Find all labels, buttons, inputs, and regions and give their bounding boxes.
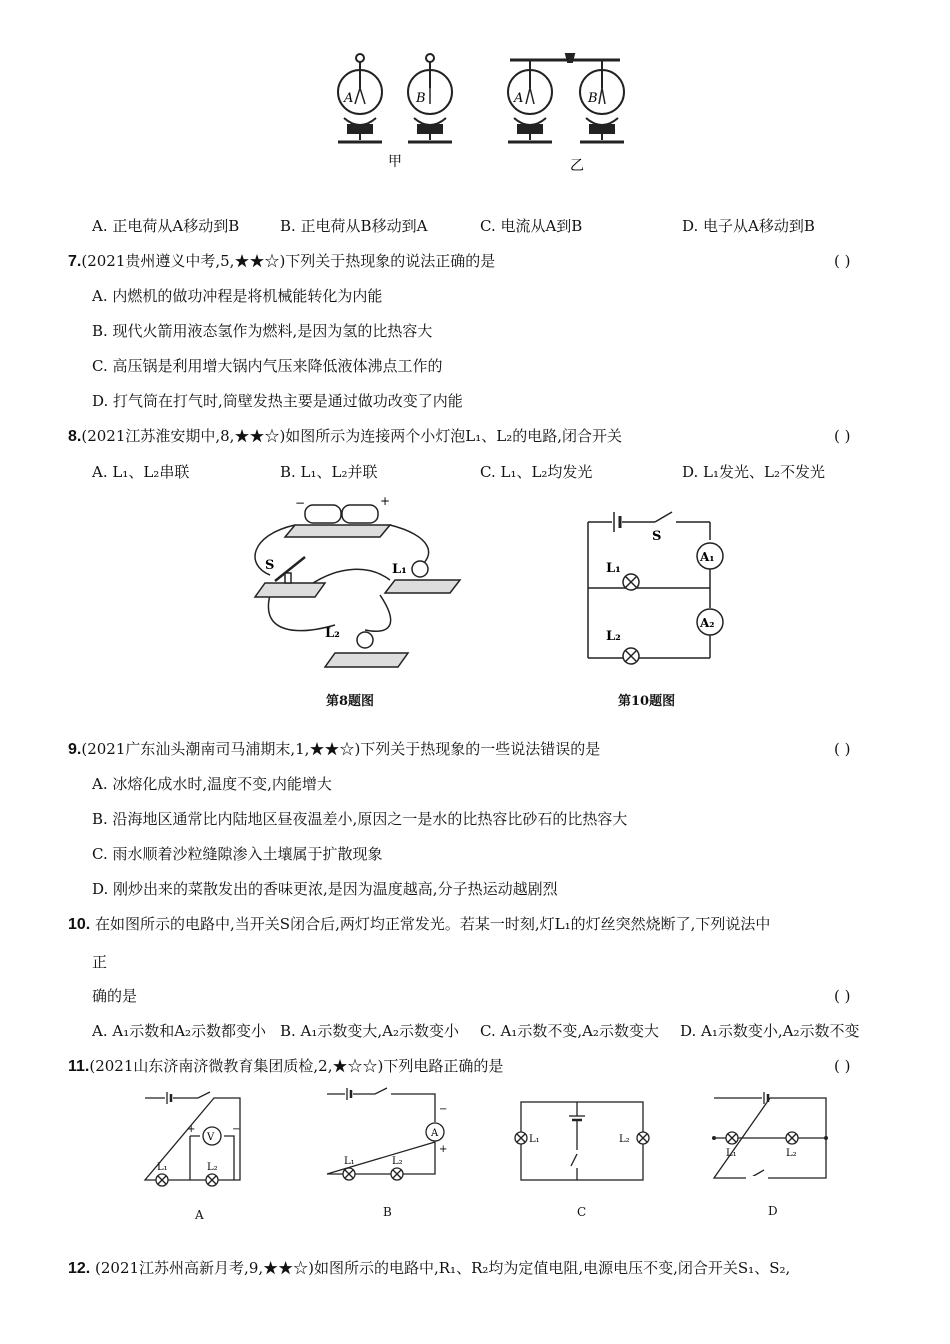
q10-fig-l2: L₂ (606, 629, 621, 644)
q10-answer-bracket[interactable]: ( ) (834, 987, 851, 1005)
q10-fig-a1: A₁ (700, 550, 715, 564)
q10-stem-line3: 确的是 (92, 987, 138, 1005)
q8-fig-minus: − (295, 496, 306, 510)
q10-stem (68, 914, 770, 935)
q9-number: 9. (68, 741, 82, 758)
q11-number: 11. (68, 1058, 90, 1075)
q11b-plus: + (439, 1144, 448, 1155)
q11b-minus: − (439, 1104, 448, 1115)
q8-option-b[interactable]: B. L₁、L₂并联 (280, 463, 378, 481)
q12-number: 12. (68, 1260, 91, 1277)
q11-circuit-d[interactable] (710, 1092, 840, 1184)
q8-option-d[interactable]: D. L₁发光、L₂不发光 (682, 463, 825, 481)
q8-option-a[interactable]: A. L₁、L₂串联 (92, 463, 190, 481)
label-b: B (416, 91, 426, 106)
q7-option-b[interactable]: B. 现代火箭用液态氢作为燃料,是因为氢的比热容大 (92, 322, 433, 340)
label-yi: 乙 (570, 158, 584, 174)
q9-option-c[interactable]: C. 雨水顺着沙粒缝隙渗入土壤属于扩散现象 (92, 845, 383, 863)
q8-number: 8. (68, 428, 82, 445)
q8-fig-s: S (265, 558, 275, 573)
q6-option-b[interactable]: B. 正电荷从B移动到A (280, 217, 428, 235)
q11-text: (2021山东济南济微教育集团质检,2,★☆☆)下列电路正确的是 (89, 1057, 504, 1075)
q12-text: (2021江苏州高新月考,9,★★☆)如图所示的电路中,R₁、R₂均为定值电阻,电源电压不变,闭合开关S₁、S₂, (95, 1259, 791, 1277)
q11c-l2: L₂ (619, 1134, 630, 1145)
label-jia: 甲 (388, 154, 402, 170)
q9-stem (68, 739, 600, 760)
q8-figure-caption: 第8题图 (326, 694, 375, 709)
q7-option-d[interactable]: D. 打气筒在打气时,筒壁发热主要是通过做功改变了内能 (92, 392, 463, 410)
q11-letter-c[interactable]: C (577, 1205, 587, 1219)
q10-option-b[interactable]: B. A₁示数变大,A₂示数变小 (280, 1022, 460, 1040)
q10-option-a[interactable]: A. A₁示数和A₂示数都变小 (92, 1022, 267, 1040)
q11d-l1: L₁ (726, 1148, 737, 1159)
q11-circuit-a[interactable] (140, 1090, 260, 1190)
q10-figure-caption: 第10题图 (618, 694, 676, 709)
q11-answer-bracket[interactable]: ( ) (834, 1057, 851, 1075)
q6-option-a[interactable]: A. 正电荷从A移动到B (92, 217, 240, 235)
q11-stem (68, 1056, 503, 1077)
q7-option-c[interactable]: C. 高压锅是利用增大锅内气压来降低液体沸点工作的 (92, 357, 443, 375)
q7-number: 7. (68, 253, 82, 270)
q11c-l1: L₁ (529, 1134, 540, 1145)
q10-fig-s: S (652, 529, 662, 544)
q9-option-d[interactable]: D. 刚炒出来的菜散发出的香味更浓,是因为温度越高,分子热运动越剧烈 (92, 880, 558, 898)
q11-circuit-b[interactable] (325, 1090, 455, 1190)
q11a-minus: − (232, 1124, 241, 1135)
q8-fig-l2: L₂ (325, 626, 340, 641)
q10-text: 在如图所示的电路中,当开关S闭合后,两灯均正常发光。若某一时刻,灯L₁的灯丝突然烧断了,下列说法中 (95, 915, 771, 933)
q11a-l1: L₁ (157, 1162, 168, 1173)
q11-letter-a[interactable]: A (195, 1208, 204, 1222)
q11b-l1: L₁ (344, 1156, 355, 1167)
q11-circuit-c[interactable] (515, 1098, 655, 1188)
q11a-plus: + (187, 1124, 196, 1135)
q8-text: (2021江苏淮安期中,8,★★☆)如图所示为连接两个小灯泡L₁、L₂的电路,闭合开关 (81, 427, 623, 445)
q7-stem (68, 251, 495, 272)
label-b2: B (588, 91, 598, 106)
q6-option-c[interactable]: C. 电流从A到B (480, 217, 583, 235)
q9-option-b[interactable]: B. 沿海地区通常比内陆地区昼夜温差小,原因之一是水的比热容比砂石的比热容大 (92, 810, 628, 828)
q10-circuit-figure (580, 500, 730, 670)
q11a-l2: L₂ (207, 1162, 218, 1173)
q9-option-a[interactable]: A. 冰熔化成水时,温度不变,内能增大 (92, 775, 332, 793)
q8-answer-bracket[interactable]: ( ) (834, 427, 851, 445)
q10-fig-a2: A₂ (700, 616, 715, 630)
q7-answer-bracket[interactable]: ( ) (834, 252, 851, 270)
q11-letter-b[interactable]: B (383, 1205, 392, 1219)
q10-number: 10. (68, 916, 91, 933)
q8-fig-plus: + (380, 494, 391, 508)
q9-text: (2021广东汕头潮南司马浦期末,1,★★☆)下列关于热现象的一些说法错误的是 (81, 740, 601, 758)
label-a: A (344, 91, 354, 106)
q12-stem (68, 1258, 790, 1279)
label-a2: A (514, 91, 524, 106)
q9-answer-bracket[interactable]: ( ) (834, 740, 851, 758)
q10-stem-line2: 正 (92, 953, 108, 971)
q11b-a: A (431, 1128, 439, 1139)
q8-option-c[interactable]: C. L₁、L₂均发光 (480, 463, 593, 481)
electroscope-figure (330, 40, 650, 180)
q11d-l2: L₂ (786, 1148, 797, 1159)
q11-letter-d[interactable]: D (768, 1204, 778, 1218)
q10-option-d[interactable]: D. A₁示数变小,A₂示数不变 (680, 1022, 860, 1040)
q8-stem (68, 426, 622, 447)
q8-fig-l1: L₁ (392, 562, 407, 577)
q8-circuit-figure (250, 495, 450, 695)
q10-option-c[interactable]: C. A₁示数不变,A₂示数变大 (480, 1022, 659, 1040)
q11b-l2: L₂ (392, 1156, 403, 1167)
q10-fig-l1: L₁ (606, 561, 621, 576)
q11a-v: V (207, 1132, 215, 1143)
q7-text: (2021贵州遵义中考,5,★★☆)下列关于热现象的说法正确的是 (81, 252, 496, 270)
q7-option-a[interactable]: A. 内燃机的做功冲程是将机械能转化为内能 (92, 287, 383, 305)
q6-option-d[interactable]: D. 电子从A移动到B (682, 217, 815, 235)
